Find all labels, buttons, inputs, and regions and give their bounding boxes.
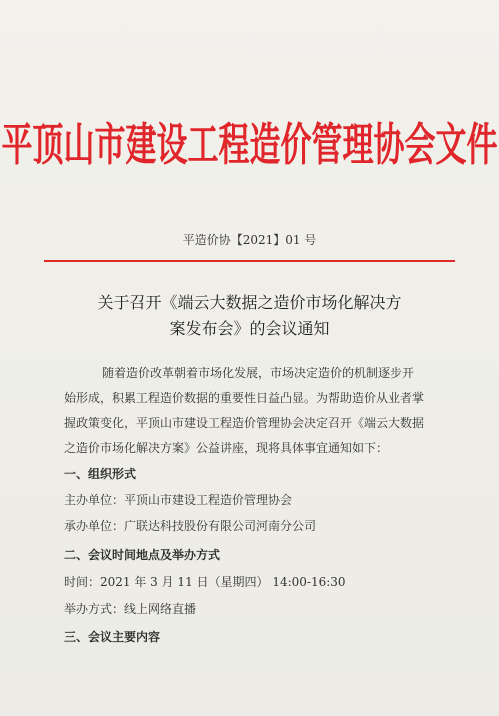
notice-body-paragraph [64, 361, 444, 461]
red-divider-line [44, 260, 455, 262]
section-1-heading: 一、组织形式 [64, 467, 137, 481]
section-3-heading: 三、会议主要内容 [64, 630, 161, 644]
section-2-heading: 二、会议时间地点及举办方式 [64, 548, 221, 562]
body-line-2: 始形成，积累工程造价数据的重要性日益凸显。为帮助造价从业者掌 [64, 391, 425, 405]
document-header-title: 平顶山市建设工程造价管理协会文件 [1, 119, 498, 172]
notice-title-line-1: 关于召开《端云大数据之造价市场化解决方 [97, 293, 402, 312]
notice-title [44, 290, 455, 342]
body-line-4: 之造价市场化解决方案》公益讲座，现将具体事宜通知如下： [64, 441, 389, 455]
meeting-method-line: 举办方式：线上网络直播 [64, 602, 197, 616]
organizer-unit-line: 承办单位：广联达科技股份有限公司河南分公司 [64, 519, 317, 533]
document-number: 平造价协【2021】01 号 [182, 233, 317, 247]
host-unit-line: 主办单位：平顶山市建设工程造价管理协会 [64, 493, 293, 507]
meeting-time-line: 时间：2021 年 3 月 11 日（星期四） 14:00-16:30 [64, 575, 346, 589]
body-line-3: 握政策变化，平顶山市建设工程造价管理协会决定召开《端云大数据 [64, 416, 425, 430]
body-line-1: 随着造价改革朝着市场化发展，市场决定造价的机制逐步开 [102, 366, 415, 380]
notice-title-line-2: 案发布会》的会议通知 [169, 319, 330, 338]
